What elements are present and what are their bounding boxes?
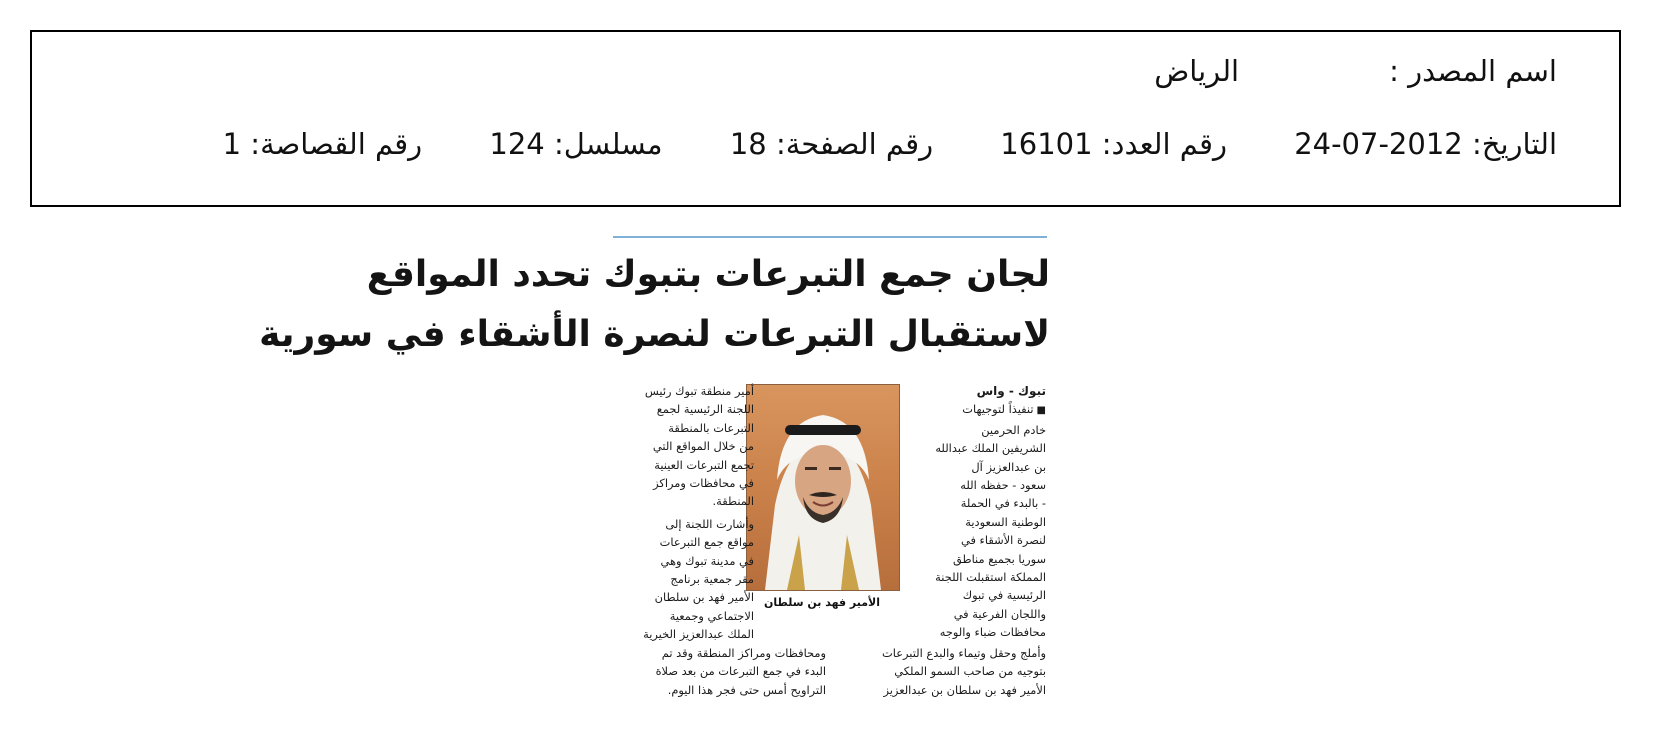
right-column-line: الرئيسية في تبوك (962, 588, 1046, 603)
serial-label: مسلسل: (553, 127, 663, 161)
left-column-line: من خلال المواقع التي (652, 439, 754, 454)
left-column-line: مقر جمعية برنامج (670, 572, 754, 587)
bottom-right-text (834, 644, 1046, 699)
page-label: رقم الصفحة: (775, 127, 934, 161)
bottom-right-line: وأملج وحقل وتيماء والبدع التبرعات (882, 646, 1046, 660)
left-column-line: في محافظات ومراكز (653, 476, 754, 491)
clip-label: رقم القصاصة: (250, 127, 423, 161)
right-column-text (906, 400, 1046, 641)
right-column-line: الوطنية السعودية (965, 514, 1046, 529)
left-column-line: في مدينة تبوك وهي (660, 553, 754, 568)
source-metadata-box (30, 30, 1621, 207)
right-column-line: محافظات ضباء والوجه (939, 625, 1046, 640)
left-column-line: اللجنة الرئيسية لجمع (656, 402, 754, 417)
bottom-left-line: البدء في جمع التبرعات من بعد صلاة (655, 664, 826, 679)
source-value: الرياض (1154, 54, 1240, 88)
right-column-line: الشريفين الملك عبدالله (935, 441, 1046, 456)
newspaper-clipping (259, 236, 1050, 706)
left-column-line: تجمع التبرعات العينية (654, 457, 754, 472)
serial-value: 124 (489, 127, 545, 161)
right-column-line: ■تنفيذاً لتوجيهات (962, 402, 1046, 417)
source-label: اسم المصدر : (1389, 54, 1557, 88)
bottom-left-line: ومحافظات ومراكز المنطقة وقد تم (661, 646, 826, 660)
right-column-line: واللجان الفرعية في (953, 606, 1046, 621)
right-column-line: لنصرة الأشقاء في (960, 533, 1046, 548)
left-column-paragraph-2 (614, 515, 754, 644)
bottom-right-line: بتوجيه من صاحب السمو الملكي (894, 664, 1046, 679)
right-column-line: المملكة استقبلت اللجنة (935, 570, 1046, 585)
article-column-left (614, 382, 754, 644)
source-row (1154, 54, 1557, 88)
left-column-paragraph-1 (614, 382, 754, 511)
portrait-illustration (747, 385, 899, 590)
headline-line-1: لجان جمع التبرعات بتبوك تحدد المواقع (366, 254, 1050, 295)
top-rule (613, 236, 1047, 238)
right-column-line: بن عبدالعزيز آل (971, 459, 1046, 474)
bottom-right-line: الأمير فهد بن سلطان بن عبدالعزيز (883, 682, 1046, 697)
date-value: 24-07-2012 (1294, 127, 1463, 161)
issue-label: رقم العدد: (1101, 127, 1227, 161)
headline-line-2: لاستقبال التبرعات لنصرة الأشقاء في سورية (259, 314, 1050, 355)
bottom-left-line: التراويح أمس حتى فجر هذا اليوم. (667, 682, 826, 697)
left-column-line: أمير منطقة تبوك رئيس (644, 384, 754, 398)
photo-caption: الأمير فهد بن سلطان (764, 596, 880, 609)
right-column-line: - بالبدء في الحملة (960, 496, 1046, 511)
article-column-right (906, 382, 1046, 642)
date-label: التاريخ: (1471, 127, 1557, 161)
bottom-left-text (614, 644, 826, 699)
left-column-line: مواقع جمع التبرعات (659, 535, 754, 550)
issue-value: 16101 (1000, 127, 1093, 161)
clip-value: 1 (222, 127, 242, 161)
dateline: تبوك - واس (976, 384, 1046, 398)
left-column-line: المنطقة. (712, 494, 754, 509)
right-column-line: سوريا بجميع مناطق (953, 551, 1046, 566)
portrait-photo (746, 384, 900, 591)
right-column-line: سعود - حفظه الله (960, 478, 1046, 493)
left-column-line: الأمير فهد بن سلطان (654, 590, 754, 605)
left-column-line: الاجتماعي وجمعية (669, 608, 754, 623)
right-column-line: خادم الحرمين (981, 422, 1046, 437)
left-column-line: الملك عبدالعزيز الخيرية (643, 627, 754, 642)
left-column-line: وأشارت اللجنة إلى (665, 516, 754, 531)
left-column-line: التبرعات بالمنطقة (668, 420, 754, 435)
page-value: 18 (729, 127, 767, 161)
bullet-icon: ■ (1036, 405, 1046, 417)
details-row (223, 127, 1557, 161)
